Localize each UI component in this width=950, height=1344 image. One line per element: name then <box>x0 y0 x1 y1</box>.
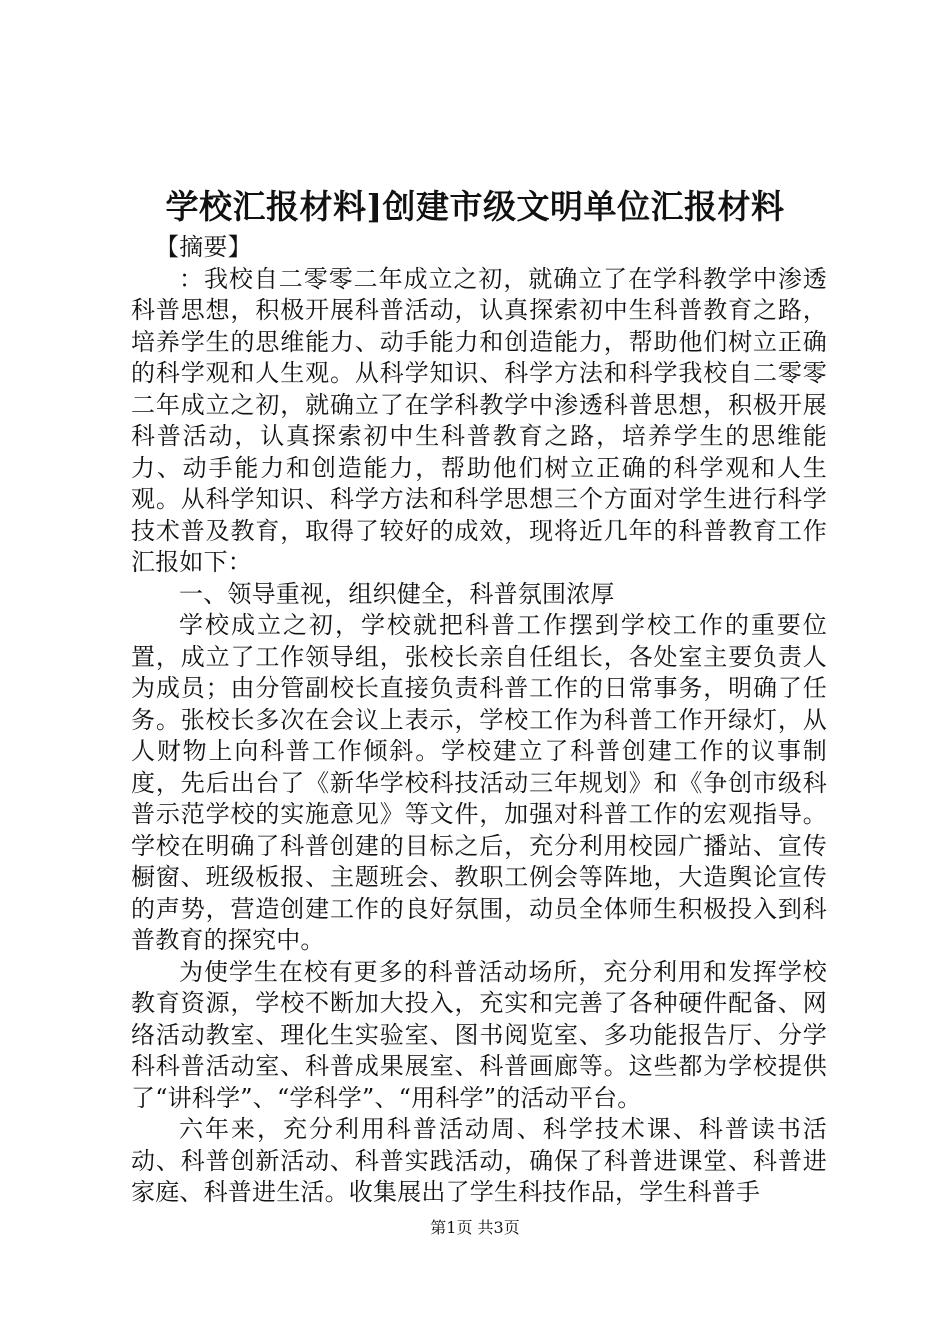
document-title: 学校汇报材料]创建市级文明单位汇报材料 <box>165 187 785 226</box>
paragraph-abstract: ：我校自二零零二年成立之初，就确立了在学科教学中渗透科普思想，积极开展科普活动，认真探索初中生科普教育之路，培养学生的思维能力、动手能力和创造能力，帮助他们树立正确的科学观和人生观。从科学知识、科学方法和科学我校自二零零二年成立之初，就确立了在学科教学中渗透科普思想，积极开展科普活动，认真探索初中生科普教育之路，培养学生的思维能力、动手能力和创造能力，帮助他们树立正确的科学观和人生观。从科学知识、科学方法和科学思想三个方面对学生进行科学技术普及教育，取得了较好的成效，现将近几年的科普教育工作汇报如下： <box>131 264 827 576</box>
paragraph: 学校成立之初，学校就把科普工作摆到学校工作的重要位置，成立了工作领导组，张校长亲自任组长，各处室主要负责人为成员；由分管副校长直接负责科普工作的日常事务，明确了任务。张校长多次在会议上表示，学校工作为科普工作开绿灯，从人财物上向科普工作倾斜。学校建立了科普创建工作的议事制度，先后出台了《新华学校科技活动三年规划》和《争创市级科普示范学校的实施意见》等文件，加强对科普工作的宏观指导。学校在明确了科普创建的目标之后，充分利用校园广播站、宣传橱窗、班级板报、主题班会、教职工例会等阵地，大造舆论宣传的声势，营造创建工作的良好氛围，动员全体师生积极投入到科普教育的探究中。 <box>131 611 827 954</box>
section-heading: 一、领导重视，组织健全，科普氛围浓厚 <box>179 579 615 608</box>
paragraph: 为使学生在校有更多的科普活动场所，充分利用和发挥学校教育资源，学校不断加大投入，充实和完善了各种硬件配备、网络活动教室、理化生实验室、图书阅览室、多功能报告厅、分学科科普活动室、科普成果展室、科普画廊等。这些都为学校提供了“讲科学”、“学科学”、“用科学”的活动平台。 <box>131 957 827 1112</box>
paragraph: 六年来，充分利用科普活动周、科学技术课、科普读书活动、科普创新活动、科普实践活动，确保了科普进课堂、科普进家庭、科普进生活。收集展出了学生科技作品，学生科普手 <box>131 1115 827 1206</box>
abstract-label: 【摘要】 <box>155 233 252 261</box>
document-body <box>131 232 827 1209</box>
page-footer: 第1页 共3页 <box>430 1218 520 1237</box>
